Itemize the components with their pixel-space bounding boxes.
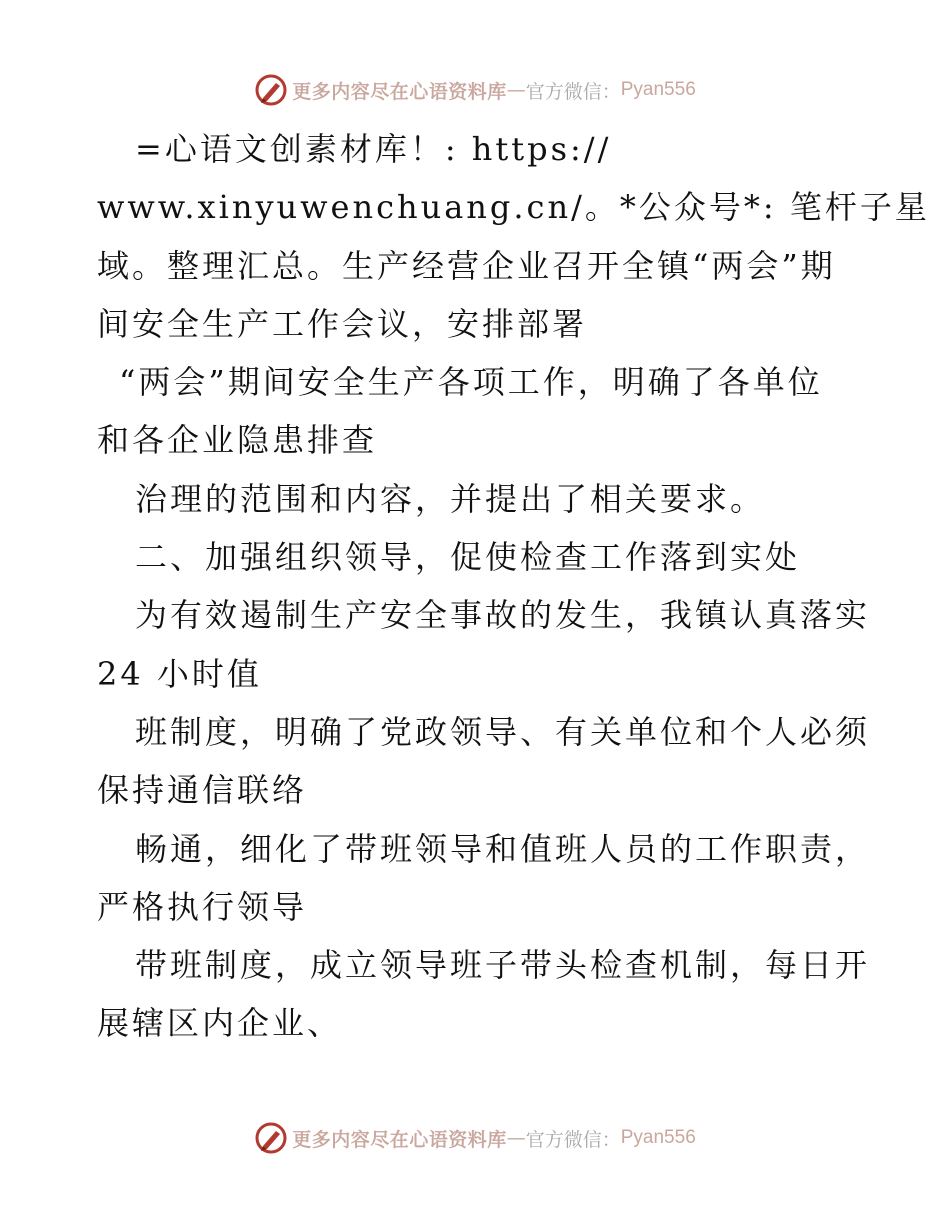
body-line: 为有效遏制生产安全事故的发生，我镇认真落实 bbox=[135, 596, 871, 635]
footer-banner bbox=[0, 1118, 950, 1158]
body-line: www.xinyuwenchuang.cn/。*公众号*: 笔杆子星 bbox=[97, 188, 930, 227]
body-line: =心语文创素材库！: https:// bbox=[135, 130, 612, 168]
footer-wechat-id: Pyan556 bbox=[620, 1127, 696, 1148]
pen-logo-icon bbox=[254, 73, 288, 107]
header-wechat-label: 官方微信： bbox=[525, 80, 621, 103]
document-body bbox=[97, 120, 930, 1053]
body-line: 二、加强组织领导，促使检查工作落到实处 bbox=[135, 538, 801, 577]
body-line: 班制度，明确了党政领导、有关单位和个人必须 bbox=[135, 712, 871, 751]
body-line: 治理的范围和内容，并提出了相关要求。 bbox=[135, 479, 766, 518]
footer-banner-dash: — bbox=[506, 1127, 526, 1149]
pen-logo-icon bbox=[254, 1121, 288, 1155]
body-line: 24 小时值 bbox=[97, 654, 262, 693]
body-line: 保持通信联络 bbox=[97, 771, 308, 810]
header-banner-text: 更多内容尽在心语资料库 bbox=[292, 80, 507, 103]
footer-wechat-label: 官方微信： bbox=[525, 1128, 621, 1151]
body-line: 间安全生产工作会议，安排部署 bbox=[97, 304, 588, 343]
header-wechat-id: Pyan556 bbox=[620, 79, 696, 100]
body-line: 和各企业隐患排查 bbox=[97, 421, 378, 460]
header-banner bbox=[0, 70, 950, 110]
footer-banner-text: 更多内容尽在心语资料库 bbox=[292, 1128, 507, 1151]
body-line: 带班制度，成立领导班子带头检查机制，每日开 bbox=[135, 946, 871, 985]
body-line: 畅通，细化了带班领导和值班人员的工作职责， bbox=[135, 829, 871, 868]
body-line: 展辖区内企业、 bbox=[97, 1004, 343, 1043]
header-banner-dash: — bbox=[506, 79, 526, 101]
body-line: “两会”期间安全生产各项工作，明确了各单位 bbox=[119, 363, 823, 402]
body-line: 域。整理汇总。生产经营企业召开全镇“两会”期 bbox=[97, 246, 836, 285]
body-line: 严格执行领导 bbox=[97, 887, 308, 926]
